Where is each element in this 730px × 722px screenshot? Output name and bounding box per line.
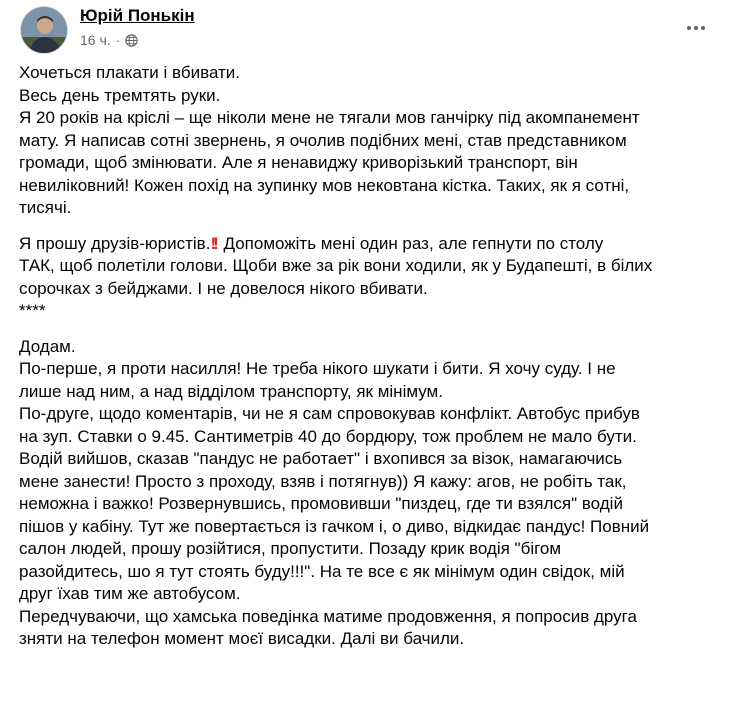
text-line: Я 20 років на кріслі – ще ніколи мене не тягали мов ганчірку під акомпанемент	[19, 108, 640, 127]
text-line: друг їхав тим же автобусом.	[19, 584, 241, 603]
text-line: неможна і важко! Розвернувшись, промовивши "пиздец, где ти взялся" водій	[19, 494, 623, 513]
paragraph-2	[19, 233, 719, 323]
double-exclamation-emoji: !!	[210, 233, 216, 253]
text-line: невиліковний! Кожен похід на зупинку мов нековтана кістка. Таких, як я сотні,	[19, 175, 630, 195]
text-line: Водій вийшов, сказав "пандус не работает" і вхопився за візок, намагаючись	[19, 449, 623, 468]
text-line: тисячі.	[19, 198, 72, 217]
text-line: пішов у кабіну. Тут же повертається із гачком і, о диво, відкидає пандус! Повний	[19, 516, 650, 536]
post-meta	[80, 32, 138, 48]
text-line: мене занести! Просто з проходу, взяв і потягнув)) Я кажу: агов, не робіть так,	[19, 471, 627, 491]
paragraph-3	[19, 336, 719, 651]
globe-icon[interactable]	[125, 34, 138, 47]
text-line: салон людей, прошу розійтися, пропустити. Позаду крик водія "бігом	[19, 539, 562, 558]
post-header	[16, 4, 716, 56]
text-line: зняти на телефон момент моєї висадки. Далі ви бачили.	[19, 629, 465, 648]
post-timestamp[interactable]: 16 ч.	[80, 32, 111, 48]
paragraph-1	[19, 62, 719, 220]
text-line: громади, щоб змінювати. Але я ненавиджу криворізький транспорт, він	[19, 153, 578, 172]
more-options-icon[interactable]	[680, 12, 712, 44]
text-line: сорочках з бейджами. І не довелося нікого вбивати.	[19, 278, 428, 298]
text-line: лише над ним, а над відділом транспорту, як мінімум.	[19, 381, 443, 401]
text-line: мату. Я написав сотні звернень, я очолив подібних мені, став представником	[19, 130, 627, 150]
text-segment: Я прошу друзів-юристів.	[19, 233, 211, 253]
text-segment: Допоможіть мені один раз, але гепнути по столу	[218, 233, 604, 253]
text-line: Весь день тремтять руки.	[19, 85, 221, 105]
post-body	[19, 62, 719, 664]
text-line: ТАК, щоб полетіли голови. Щоби вже за рік вони ходили, як у Будапешті, в білих	[19, 256, 653, 275]
avatar[interactable]	[20, 6, 68, 54]
text-line: разойдитесь, шо я тут стоять буду!!!". На те все є як мінімум один свідок, мій	[19, 561, 625, 581]
text-line: По-друге, щодо коментарів, чи не я сам спровокував конфлікт. Автобус прибув	[19, 404, 640, 423]
text-line	[19, 233, 719, 256]
text-line: По-перше, я проти насилля! Не треба нікого шукати і бити. Я хочу суду. І не	[19, 359, 616, 378]
text-line: ****	[19, 301, 46, 320]
text-line: на зуп. Ставки о 9.45. Сантиметрів 40 до бордюру, тож проблем не мало бути.	[19, 426, 637, 446]
text-line: Додам.	[19, 336, 76, 356]
avatar-image	[21, 7, 68, 54]
author-name[interactable]: Юрій Понькін	[80, 6, 195, 25]
text-line: Хочеться плакати і вбивати.	[19, 63, 241, 82]
meta-separator: ·	[115, 32, 121, 48]
text-line: Передчуваючи, що хамська поведінка матиме продовження, я попросив друга	[19, 606, 637, 626]
